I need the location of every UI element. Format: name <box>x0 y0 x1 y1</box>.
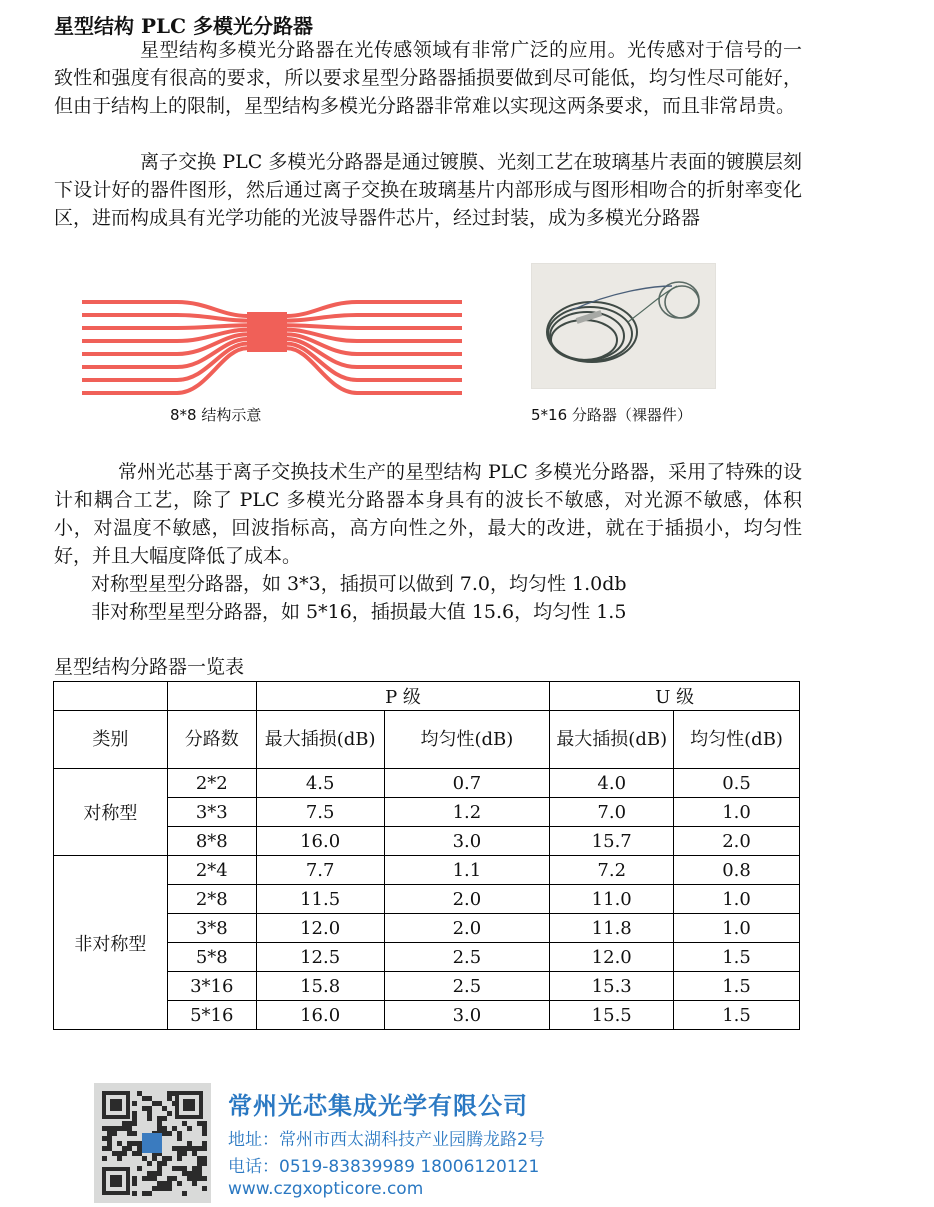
p-loss-cell: 16.0 <box>256 827 384 856</box>
output-waveguide-line <box>287 325 462 328</box>
u-uniformity-cell: 1.5 <box>674 972 800 1001</box>
u-uniformity-cell: 1.0 <box>674 885 800 914</box>
p-loss-cell: 7.5 <box>256 798 384 827</box>
company-website[interactable]: www.czgxopticore.com <box>228 1179 424 1199</box>
diagram-caption: 8*8 结构示意 <box>170 406 262 424</box>
p-loss-cell: 11.5 <box>256 885 384 914</box>
company-phone: 电话：0519-83839989 18006120121 <box>228 1157 540 1177</box>
u-loss-cell: 12.0 <box>550 943 674 972</box>
header-u-grade: U 级 <box>550 682 800 711</box>
p-loss-cell: 12.0 <box>256 914 384 943</box>
header-u-uniformity: 均匀性(dB) <box>674 711 800 769</box>
u-loss-cell: 4.0 <box>550 769 674 798</box>
table-row <box>54 769 800 798</box>
output-waveguide-line <box>287 315 462 321</box>
photo-caption: 5*16 分路器（裸器件） <box>531 406 692 424</box>
u-uniformity-cell: 1.0 <box>674 914 800 943</box>
category-symmetric: 对称型 <box>54 769 168 856</box>
company-name: 常州光芯集成光学有限公司 <box>228 1092 528 1120</box>
p-uniformity-cell: 3.0 <box>384 1001 550 1030</box>
p-uniformity-cell: 2.0 <box>384 885 550 914</box>
header-u-max-loss: 最大插损(dB) <box>550 711 674 769</box>
p-loss-cell: 15.8 <box>256 972 384 1001</box>
p-uniformity-cell: 2.0 <box>384 914 550 943</box>
header-empty-cell <box>54 682 168 711</box>
u-uniformity-cell: 1.5 <box>674 943 800 972</box>
u-uniformity-cell: 1.0 <box>674 798 800 827</box>
ports-cell: 3*16 <box>167 972 256 1001</box>
ports-cell: 3*3 <box>167 798 256 827</box>
p-loss-cell: 7.7 <box>256 856 384 885</box>
p-uniformity-cell: 1.1 <box>384 856 550 885</box>
symmetric-note: 对称型星型分路器，如 3*3，插损可以做到 7.0，均匀性 1.0db <box>91 573 627 595</box>
ports-cell: 8*8 <box>167 827 256 856</box>
table-header-row <box>54 682 800 711</box>
p-uniformity-cell: 1.2 <box>384 798 550 827</box>
ports-cell: 2*4 <box>167 856 256 885</box>
u-loss-cell: 7.0 <box>550 798 674 827</box>
u-loss-cell: 7.2 <box>550 856 674 885</box>
p-loss-cell: 12.5 <box>256 943 384 972</box>
table-subheader-row <box>54 711 800 769</box>
header-p-max-loss: 最大插损(dB) <box>256 711 384 769</box>
p-uniformity-cell: 2.5 <box>384 943 550 972</box>
u-uniformity-cell: 2.0 <box>674 827 800 856</box>
u-loss-cell: 15.7 <box>550 827 674 856</box>
company-address: 地址：常州市西太湖科技产业园腾龙路2号 <box>228 1130 545 1150</box>
header-empty-cell <box>167 682 256 711</box>
splitter-spec-table <box>53 681 800 1030</box>
table-row <box>54 856 800 885</box>
ports-cell: 2*2 <box>167 769 256 798</box>
p-loss-cell: 16.0 <box>256 1001 384 1030</box>
input-waveguide-line <box>82 315 247 321</box>
diagram-center-block <box>247 312 287 352</box>
u-loss-cell: 11.0 <box>550 885 674 914</box>
output-waveguide-line <box>287 334 462 354</box>
intro-paragraph: 星型结构多模光分路器在光传感领域有非常广泛的应用。光传感对于信号的一致性和强度有很高的要求，所以要求星型分路器插损要做到尽可能低，均匀性尽可能好，但由于结构上的限制，星型结构多模光分路器非常难以实现这两条要求，而且非常昂贵。 <box>54 39 802 117</box>
u-loss-cell: 15.3 <box>550 972 674 1001</box>
p-uniformity-cell: 3.0 <box>384 827 550 856</box>
u-uniformity-cell: 1.5 <box>674 1001 800 1030</box>
input-waveguide-line <box>82 325 247 328</box>
u-uniformity-cell: 0.8 <box>674 856 800 885</box>
header-ports: 分路数 <box>167 711 256 769</box>
p-uniformity-cell: 2.5 <box>384 972 550 1001</box>
ports-cell: 5*8 <box>167 943 256 972</box>
product-paragraph: 常州光芯基于离子交换技术生产的星型结构 PLC 多模光分路器，采用了特殊的设计和耦合工艺，除了 PLC 多模光分路器本身具有的波长不敏感，对光源不敏感，体积小，对温度不敏感，回波指标高，高方向性之外，最大的改进，就在于插损小，均匀性好，并且大幅度降低了成本。 <box>54 461 802 567</box>
u-loss-cell: 15.5 <box>550 1001 674 1030</box>
asymmetric-note: 非对称型星型分路器，如 5*16，插损最大值 15.6，均匀性 1.5 <box>91 601 627 623</box>
company-footer <box>94 1083 614 1203</box>
header-p-uniformity: 均匀性(dB) <box>384 711 550 769</box>
header-p-grade: P 级 <box>256 682 550 711</box>
qr-code-icon <box>94 1083 211 1203</box>
category-asymmetric: 非对称型 <box>54 856 168 1030</box>
p-loss-cell: 4.5 <box>256 769 384 798</box>
fiber-coil-photo <box>531 263 716 389</box>
ports-cell: 2*8 <box>167 885 256 914</box>
input-waveguide-line <box>82 334 247 354</box>
table-title: 星型结构分路器一览表 <box>54 656 245 678</box>
ports-cell: 3*8 <box>167 914 256 943</box>
u-loss-cell: 11.8 <box>550 914 674 943</box>
process-paragraph: 离子交换 PLC 多模光分路器是通过镀膜、光刻工艺在玻璃基片表面的镀膜层刻下设计好的器件图形，然后通过离子交换在玻璃基片内部形成与图形相吻合的折射率变化区，进而构成具有光学功能的光波导器件芯片，经过封装，成为多模光分路器 <box>54 151 802 229</box>
header-category: 类别 <box>54 711 168 769</box>
document-title: 星型结构 PLC 多模光分路器 <box>54 14 313 38</box>
ports-cell: 5*16 <box>167 1001 256 1030</box>
p-uniformity-cell: 0.7 <box>384 769 550 798</box>
u-uniformity-cell: 0.5 <box>674 769 800 798</box>
star-8x8-structure-diagram <box>82 296 462 408</box>
